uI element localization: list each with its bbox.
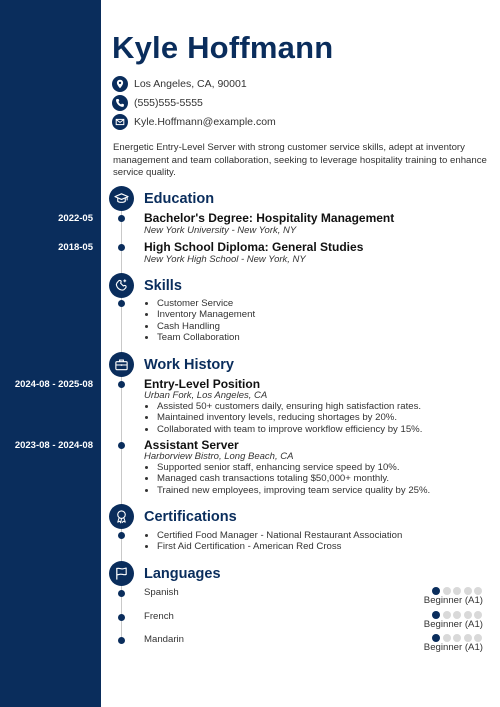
language-rating <box>432 611 484 619</box>
phone-text: (555)555-5555 <box>134 97 203 109</box>
timeline-dot <box>118 532 125 539</box>
education-date: 2022-05 <box>58 213 93 224</box>
contact-location <box>112 75 247 93</box>
language-rating <box>432 587 484 595</box>
rating-dot <box>432 634 440 642</box>
skill-item: • Cash Handling <box>157 321 255 332</box>
rating-dot <box>453 587 461 595</box>
school-name: New York High School - New York, NY <box>144 254 306 265</box>
contact-email <box>112 113 276 131</box>
job-date: 2024-08 - 2025-08 <box>14 379 93 390</box>
language-level: Beginner (A1) <box>423 595 483 606</box>
degree-title: High School Diploma: General Studies <box>144 240 364 254</box>
school-name: New York University - New York, NY <box>144 225 297 236</box>
job-bullet: • Maintained inventory levels, reducing shortages by 20%. <box>157 412 422 423</box>
languages-heading: Languages <box>144 566 221 582</box>
skills-heading: Skills <box>144 278 182 294</box>
timeline-dot <box>118 215 125 222</box>
job-bullets <box>144 462 430 496</box>
graduation-cap-icon <box>109 186 134 211</box>
rating-dot <box>432 587 440 595</box>
rating-dot <box>474 611 482 619</box>
rating-dot <box>453 634 461 642</box>
work-history-heading: Work History <box>144 357 234 373</box>
timeline-dot <box>118 637 125 644</box>
email-text: Kyle.Hoffmann@example.com <box>134 116 276 128</box>
job-title: Entry-Level Position <box>144 377 261 391</box>
timeline-dot <box>118 244 125 251</box>
certifications-list <box>144 530 402 553</box>
timeline-dot <box>118 381 125 388</box>
ribbon-badge-icon <box>109 504 134 529</box>
language-name: Mandarin <box>144 634 184 645</box>
rating-dot <box>443 634 451 642</box>
rating-dot <box>443 587 451 595</box>
envelope-icon <box>112 114 128 130</box>
certifications-heading: Certifications <box>144 509 237 525</box>
job-company: Urban Fork, Los Angeles, CA <box>144 390 268 401</box>
candidate-name: Kyle Hoffmann <box>112 30 334 65</box>
rating-dot <box>474 634 482 642</box>
language-name: Spanish <box>144 587 179 598</box>
job-bullet: • Supported senior staff, enhancing service speed by 10%. <box>157 462 430 473</box>
timeline-dot <box>118 614 125 621</box>
education-date: 2018-05 <box>58 242 93 253</box>
rating-dot <box>464 587 472 595</box>
job-title: Assistant Server <box>144 438 239 452</box>
rating-dot <box>443 611 451 619</box>
language-rating <box>432 634 484 642</box>
contact-phone <box>112 94 203 112</box>
language-name: French <box>144 611 174 622</box>
timeline-dot <box>118 300 125 307</box>
flag-icon <box>109 561 134 586</box>
phone-icon <box>112 95 128 111</box>
rating-dot <box>432 611 440 619</box>
language-level: Beginner (A1) <box>423 619 483 630</box>
skills-icon <box>109 273 134 298</box>
summary-text: Energetic Entry-Level Server with strong customer service skills, adept at inventory management and team collaboration, seeking to leverage hospitality training to enhance service quality. <box>113 142 487 179</box>
language-level: Beginner (A1) <box>423 642 483 653</box>
rating-dot <box>453 611 461 619</box>
job-bullet: • Managed cash transactions totaling $50,000+ monthly. <box>157 473 430 484</box>
location-text: Los Angeles, CA, 90001 <box>134 78 247 90</box>
skill-item: • Customer Service <box>157 298 255 309</box>
rating-dot <box>474 587 482 595</box>
job-company: Harborview Bistro, Long Beach, CA <box>144 451 294 462</box>
sidebar <box>0 0 101 707</box>
job-bullet: • Assisted 50+ customers daily, ensuring high satisfaction rates. <box>157 401 422 412</box>
rating-dot <box>464 634 472 642</box>
education-heading: Education <box>144 191 215 207</box>
job-bullets <box>144 401 422 435</box>
skill-item: • Team Collaboration <box>157 332 255 343</box>
timeline-dot <box>118 590 125 597</box>
rating-dot <box>464 611 472 619</box>
location-pin-icon <box>112 76 128 92</box>
skill-item: • Inventory Management <box>157 309 255 320</box>
job-bullet: • Collaborated with team to improve workflow efficiency by 15%. <box>157 424 422 435</box>
certification-item: • Certified Food Manager - National Restaurant Association <box>157 530 402 541</box>
job-date: 2023-08 - 2024-08 <box>14 440 93 451</box>
skills-list <box>144 298 255 344</box>
briefcase-icon <box>109 352 134 377</box>
job-bullet: • Trained new employees, improving team service quality by 25%. <box>157 485 430 496</box>
timeline-dot <box>118 442 125 449</box>
degree-title: Bachelor's Degree: Hospitality Management <box>144 211 395 225</box>
certification-item: • First Aid Certification - American Red Cross <box>157 541 402 552</box>
